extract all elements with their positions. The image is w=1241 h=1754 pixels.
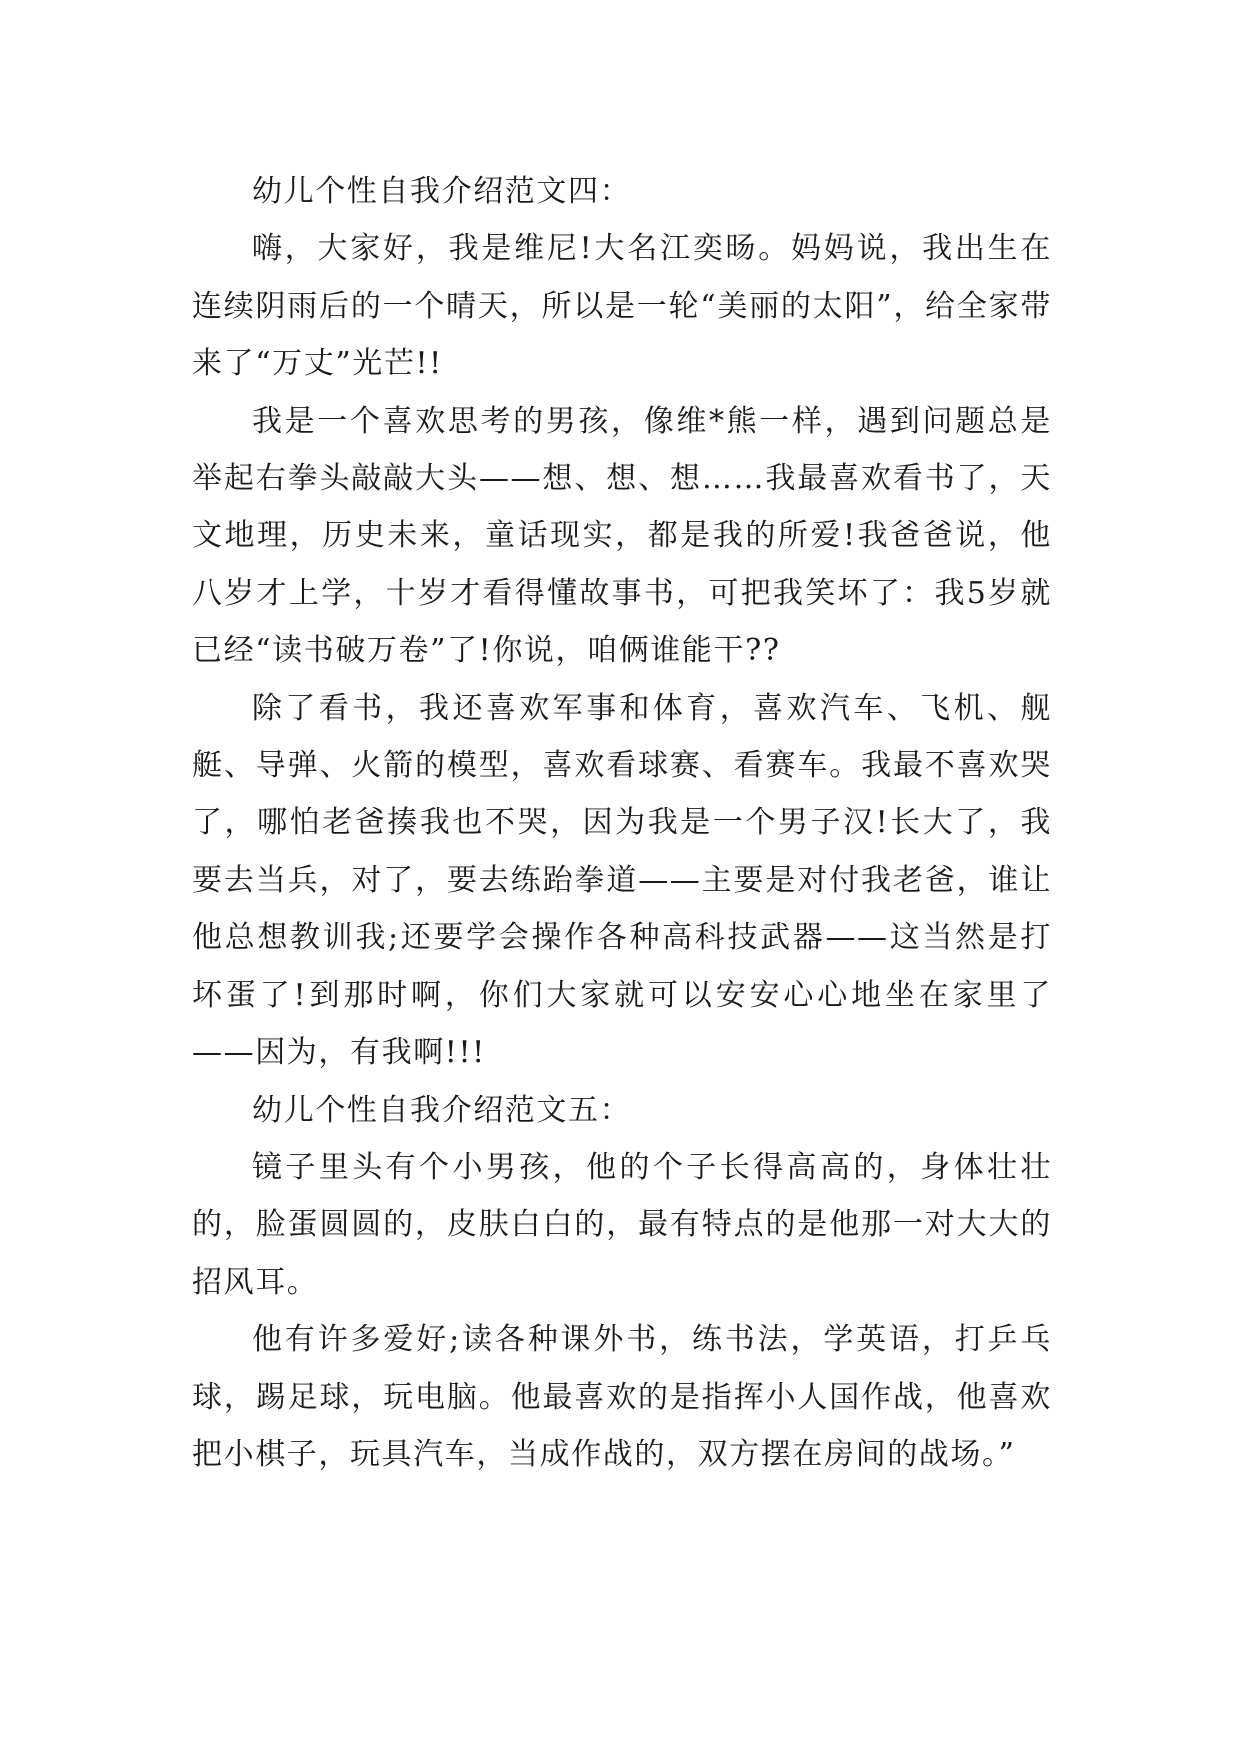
paragraph: 我是一个喜欢思考的男孩，像维*熊一样，遇到问题总是举起右拳头敲敲大头——想、想、想……我最喜欢看书了，天文地理，历史未来，童话现实，都是我的所爱!我爸爸说，他八岁才上学，十岁才看得懂故事书，可把我笑坏了：我5岁就已经“读书破万卷”了!你说，咱俩谁能干?? xyxy=(192,403,1052,669)
paragraph: 除了看书，我还喜欢军事和体育，喜欢汽车、飞机、舰艇、导弹、火箭的模型，喜欢看球赛、看赛车。我最不喜欢哭了，哪怕老爸揍我也不哭，因为我是一个男子汉!长大了，我要去当兵，对了，要去练跆拳道——主要是对付我老爸，谁让他总想教训我;还要学会操作各种高科技武器——这当然是打坏蛋了!到那时啊，你们大家就可以安安心心地坐在家里了——因为，有我啊!!! xyxy=(192,690,1052,1071)
section-heading-four: 幼儿个性自我介绍范文四： xyxy=(252,174,632,209)
paragraph: 他有许多爱好;读各种课外书，练书法，学英语，打乒乓球，踢足球，玩电脑。他最喜欢的是指挥小人国作战，他喜欢把小棋子，玩具汽车，当成作战的，双方摆在房间的战场。” xyxy=(192,1322,1052,1472)
document-body xyxy=(192,163,1052,1483)
paragraph: 嗨，大家好，我是维尼!大名江奕旸。妈妈说，我出生在连续阴雨后的一个晴天，所以是一轮“美丽的太阳”，给全家带来了“万丈”光芒!! xyxy=(192,231,1052,382)
paragraph: 镜子里头有个小男孩，他的个子长得高高的，身体壮壮的，脸蛋圆圆的，皮肤白白的，最有特点的是他那一对大大的招风耳。 xyxy=(192,1149,1052,1300)
section-heading-five: 幼儿个性自我介绍范文五： xyxy=(252,1092,632,1128)
